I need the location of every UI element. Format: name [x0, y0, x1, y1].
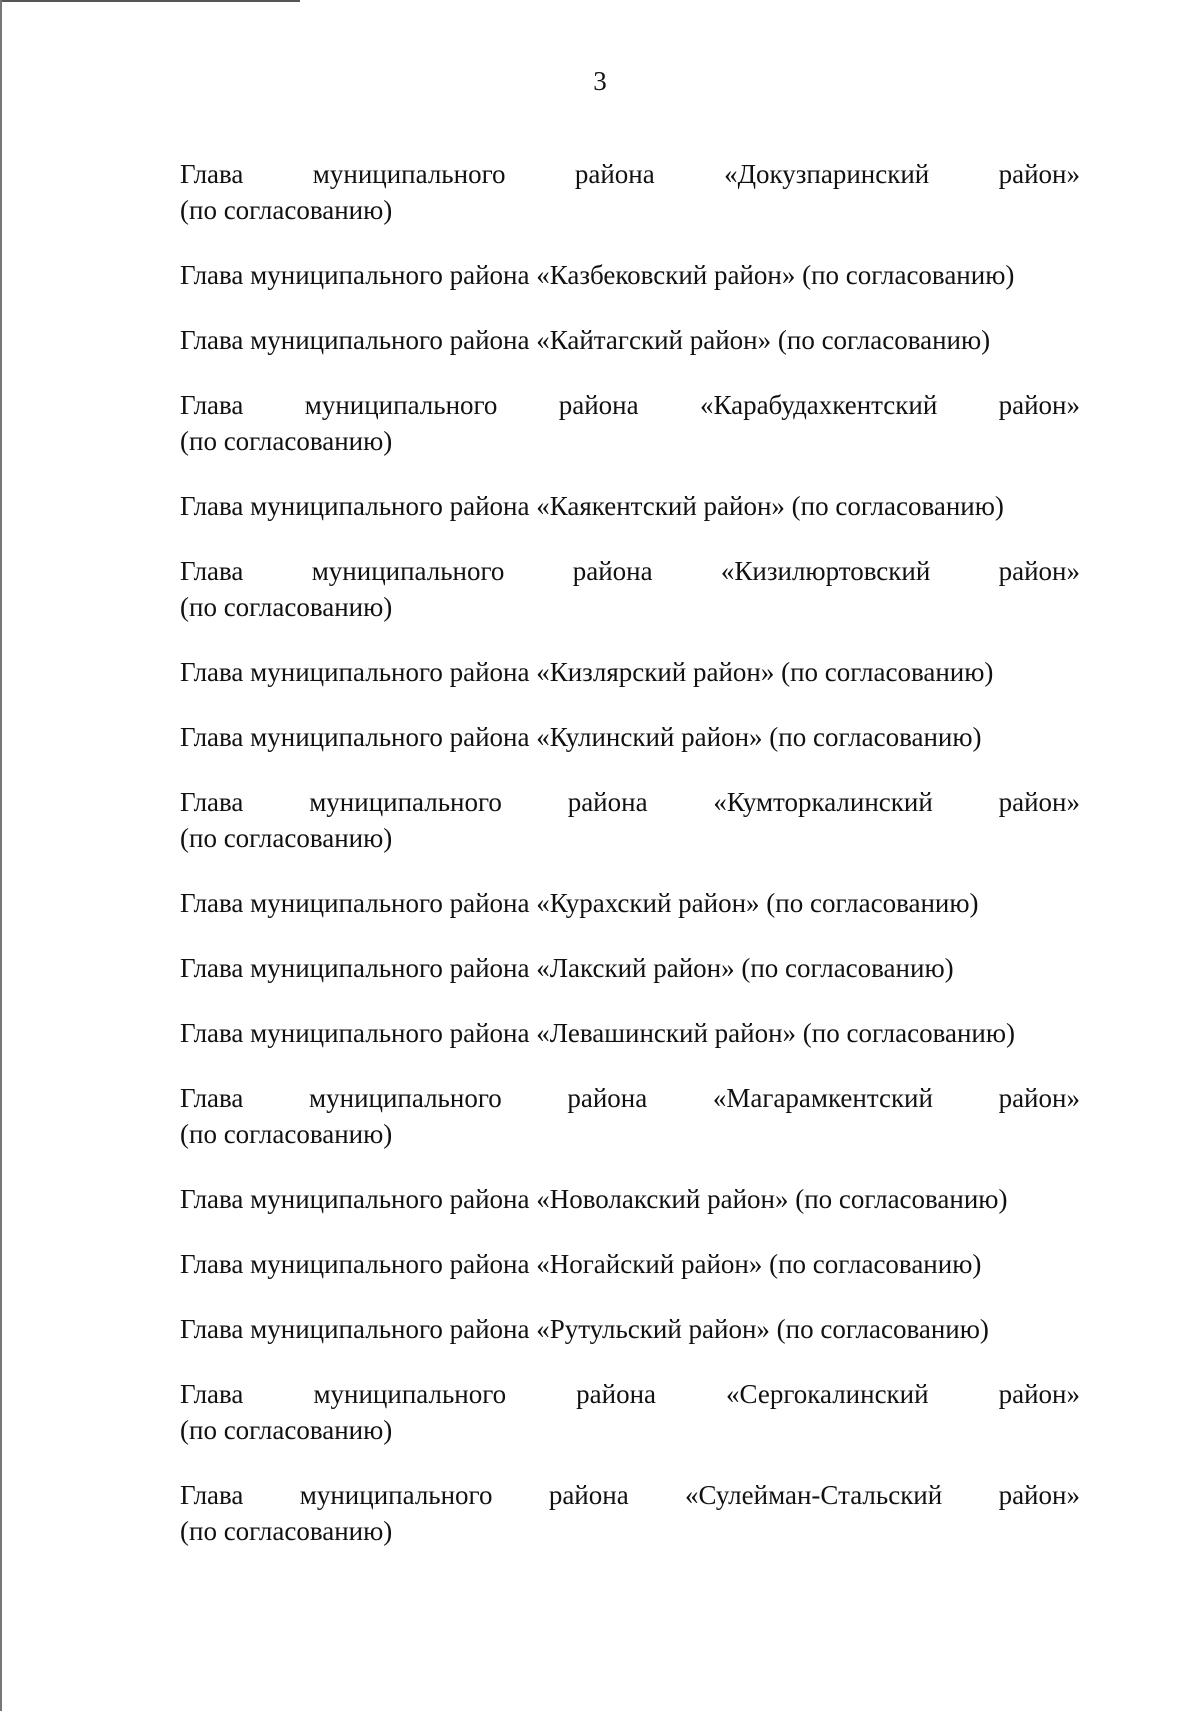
entry-word: муниципального — [312, 159, 506, 189]
list-item — [180, 156, 1080, 228]
entry-word: Глава — [180, 1480, 244, 1510]
list-item: Глава муниципального района «Новолакский район» (по согласованию) — [180, 1184, 1008, 1214]
entry-word: муниципального — [313, 1379, 507, 1409]
entry-tail: (по согласованию) — [180, 1119, 393, 1149]
entry-word: района — [558, 390, 639, 420]
entry-word: район» — [998, 1480, 1080, 1510]
entry-word: района — [567, 787, 648, 817]
list-item — [180, 784, 1080, 856]
entry-word: район» — [998, 1379, 1080, 1409]
entry-word: «Магарамкентский — [712, 1083, 933, 1113]
entry-word: района — [548, 1480, 629, 1510]
entry-tail: (по согласованию) — [180, 1516, 393, 1546]
entry-word: «Докузпаринский — [724, 159, 930, 189]
entry-word: района — [574, 159, 655, 189]
page-number: 3 — [593, 66, 607, 96]
entry-word: Глава — [180, 159, 244, 189]
entry-word: района — [576, 1379, 657, 1409]
entry-word: район» — [998, 787, 1080, 817]
list-item — [180, 1376, 1080, 1448]
list-item — [180, 1477, 1080, 1549]
entry-word: район» — [998, 556, 1080, 586]
entry-word: «Сергокалинский — [726, 1379, 929, 1409]
entry-word: муниципального — [304, 390, 498, 420]
entry-word: муниципального — [309, 787, 502, 817]
entry-first-line — [180, 784, 1080, 820]
entry-first-line — [180, 387, 1080, 423]
entry-word: «Сулейман-Стальский — [685, 1480, 943, 1510]
entry-first-line — [180, 1477, 1080, 1513]
entry-word: района — [572, 556, 653, 586]
entry-word: «Кизилюртовский — [720, 556, 931, 586]
entry-tail: (по согласованию) — [180, 823, 393, 853]
entry-first-line — [180, 156, 1080, 192]
entry-list — [180, 156, 1080, 1578]
list-item: Глава муниципального района «Курахский район» (по согласованию) — [180, 888, 979, 918]
entry-first-line — [180, 553, 1080, 589]
entry-word: Глава — [180, 390, 244, 420]
entry-tail: (по согласованию) — [180, 426, 393, 456]
entry-word: «Кумторкалинский — [713, 787, 933, 817]
list-item: Глава муниципального района «Кизлярский район» (по согласованию) — [180, 657, 994, 687]
entry-first-line — [180, 1080, 1080, 1116]
entry-tail: (по согласованию) — [180, 1415, 393, 1445]
list-item: Глава муниципального района «Ногайский район» (по согласованию) — [180, 1249, 982, 1279]
list-item — [180, 1080, 1080, 1152]
list-item: Глава муниципального района «Рутульский район» (по согласованию) — [180, 1314, 989, 1344]
entry-word: муниципального — [311, 556, 505, 586]
list-item — [180, 553, 1080, 625]
entry-word: Глава — [180, 1379, 244, 1409]
entry-tail: (по согласованию) — [180, 195, 393, 225]
list-item — [180, 387, 1080, 459]
entry-word: района — [567, 1083, 648, 1113]
entry-word: район» — [998, 390, 1080, 420]
entry-word: Глава — [180, 1083, 244, 1113]
entry-word: муниципального — [309, 1083, 502, 1113]
scan-edge-left — [0, 0, 2, 1711]
entry-tail: (по согласованию) — [180, 592, 393, 622]
entry-word: район» — [998, 1083, 1080, 1113]
list-item: Глава муниципального района «Кулинский район» (по согласованию) — [180, 722, 982, 752]
list-item: Глава муниципального района «Каякентский район» (по согласованию) — [180, 491, 1004, 521]
entry-word: муниципального — [299, 1480, 493, 1510]
list-item: Глава муниципального района «Левашинский район» (по согласованию) — [180, 1018, 1016, 1048]
scan-edge-top — [0, 0, 300, 2]
entry-word: Глава — [180, 787, 244, 817]
entry-word: район» — [998, 159, 1080, 189]
list-item: Глава муниципального района «Лакский район» (по согласованию) — [180, 953, 954, 983]
list-item: Глава муниципального района «Казбековский район» (по согласованию) — [180, 260, 1015, 290]
list-item: Глава муниципального района «Кайтагский район» (по согласованию) — [180, 325, 991, 355]
entry-first-line — [180, 1376, 1080, 1412]
entry-word: Глава — [180, 556, 244, 586]
entry-word: «Карабудахкентский — [699, 390, 938, 420]
